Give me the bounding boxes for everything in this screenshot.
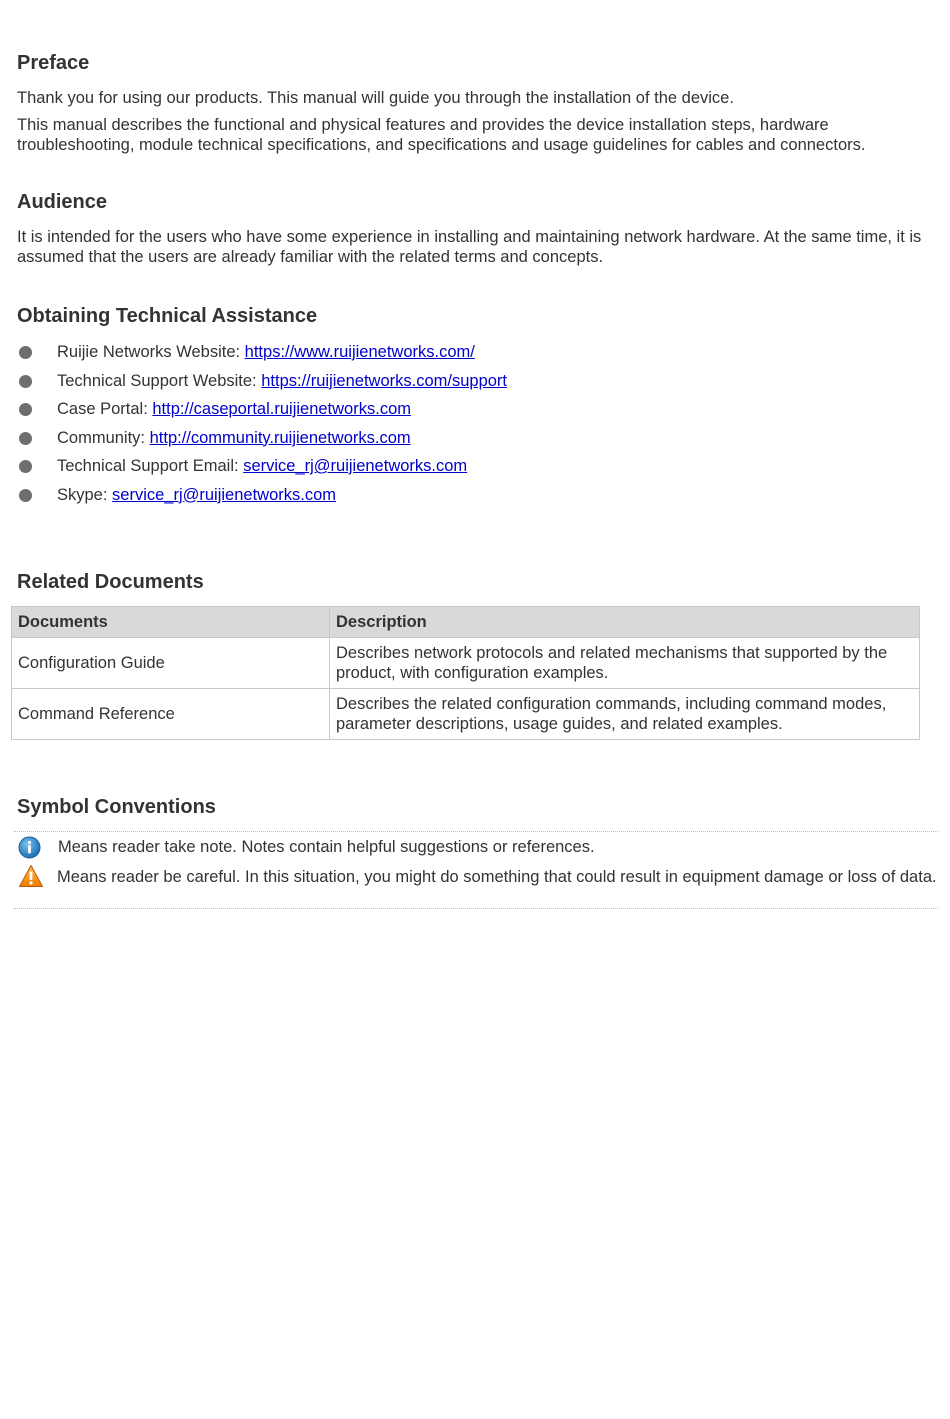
bullet-icon <box>19 432 32 445</box>
preface-paragraph-1: Thank you for using our products. This manual will guide you through the installation of the device. <box>17 89 734 107</box>
list-item <box>17 454 507 483</box>
preface-paragraph-2: This manual describes the functional and physical features and provides the device installation steps, hardware troubleshooting, module technical specifications, and specifications and usage guidelines for cables and connectors. <box>17 116 866 154</box>
bullet-icon <box>19 460 32 473</box>
item-label: Case Portal: <box>57 400 153 418</box>
support-website-link[interactable]: https://ruijienetworks.com/support <box>261 371 508 390</box>
bullet-icon <box>19 489 32 502</box>
caution-text: Means reader be careful. In this situation, you might do something that could result in equipment damage or loss of data. <box>57 868 937 886</box>
support-email-link[interactable]: service_rj@ruijienetworks.com <box>243 457 468 475</box>
note-text: Means reader take note. Notes contain helpful suggestions or references. <box>58 838 595 856</box>
symbol-conventions-heading: Symbol Conventions <box>17 796 216 818</box>
divider <box>14 908 938 909</box>
item-label: Skype: <box>57 485 113 504</box>
document-name: Command Reference <box>12 689 330 740</box>
list-item <box>17 340 507 369</box>
item-label: Technical Support Email: <box>57 457 244 475</box>
document-name: Configuration Guide <box>12 638 330 689</box>
item-label: Ruijie Networks Website: <box>57 343 245 361</box>
document-description: Describes network protocols and related mechanisms that supported by the product, with configuration examples. <box>330 638 920 689</box>
table-row <box>12 689 920 740</box>
warning-icon <box>18 864 44 893</box>
item-label: Technical Support Website: <box>57 371 262 390</box>
audience-paragraph: It is intended for the users who have some experience in installing and maintaining network hardware. At the same time, it is assumed that the users are already familiar with the related terms and concepts. <box>17 228 922 266</box>
website-link[interactable]: https://www.ruijienetworks.com/ <box>244 343 475 361</box>
bullet-icon <box>19 346 32 359</box>
community-link[interactable]: http://community.ruijienetworks.com <box>149 428 411 447</box>
related-documents-heading: Related Documents <box>17 571 204 593</box>
list-item <box>17 426 507 455</box>
case-portal-link[interactable]: http://caseportal.ruijienetworks.com <box>152 400 411 418</box>
column-header-description: Description <box>330 607 920 638</box>
assistance-list <box>17 340 507 511</box>
column-header-documents: Documents <box>12 607 330 638</box>
skype-link[interactable]: service_rj@ruijienetworks.com <box>112 485 337 504</box>
item-label: Community: <box>57 428 150 447</box>
document-description: Describes the related configuration commands, including command modes, parameter descriptions, usage guides, and related examples. <box>330 689 920 740</box>
divider <box>14 831 938 832</box>
bullet-icon <box>19 375 32 388</box>
table-header-row <box>12 607 920 638</box>
related-documents-table <box>11 606 920 740</box>
info-icon <box>18 836 41 864</box>
assistance-heading: Obtaining Technical Assistance <box>17 305 318 327</box>
list-item <box>17 397 507 426</box>
list-item <box>17 483 507 512</box>
bullet-icon <box>19 403 32 416</box>
table-row <box>12 638 920 689</box>
preface-heading: Preface <box>17 52 90 74</box>
list-item <box>17 369 507 398</box>
audience-heading: Audience <box>17 191 108 213</box>
